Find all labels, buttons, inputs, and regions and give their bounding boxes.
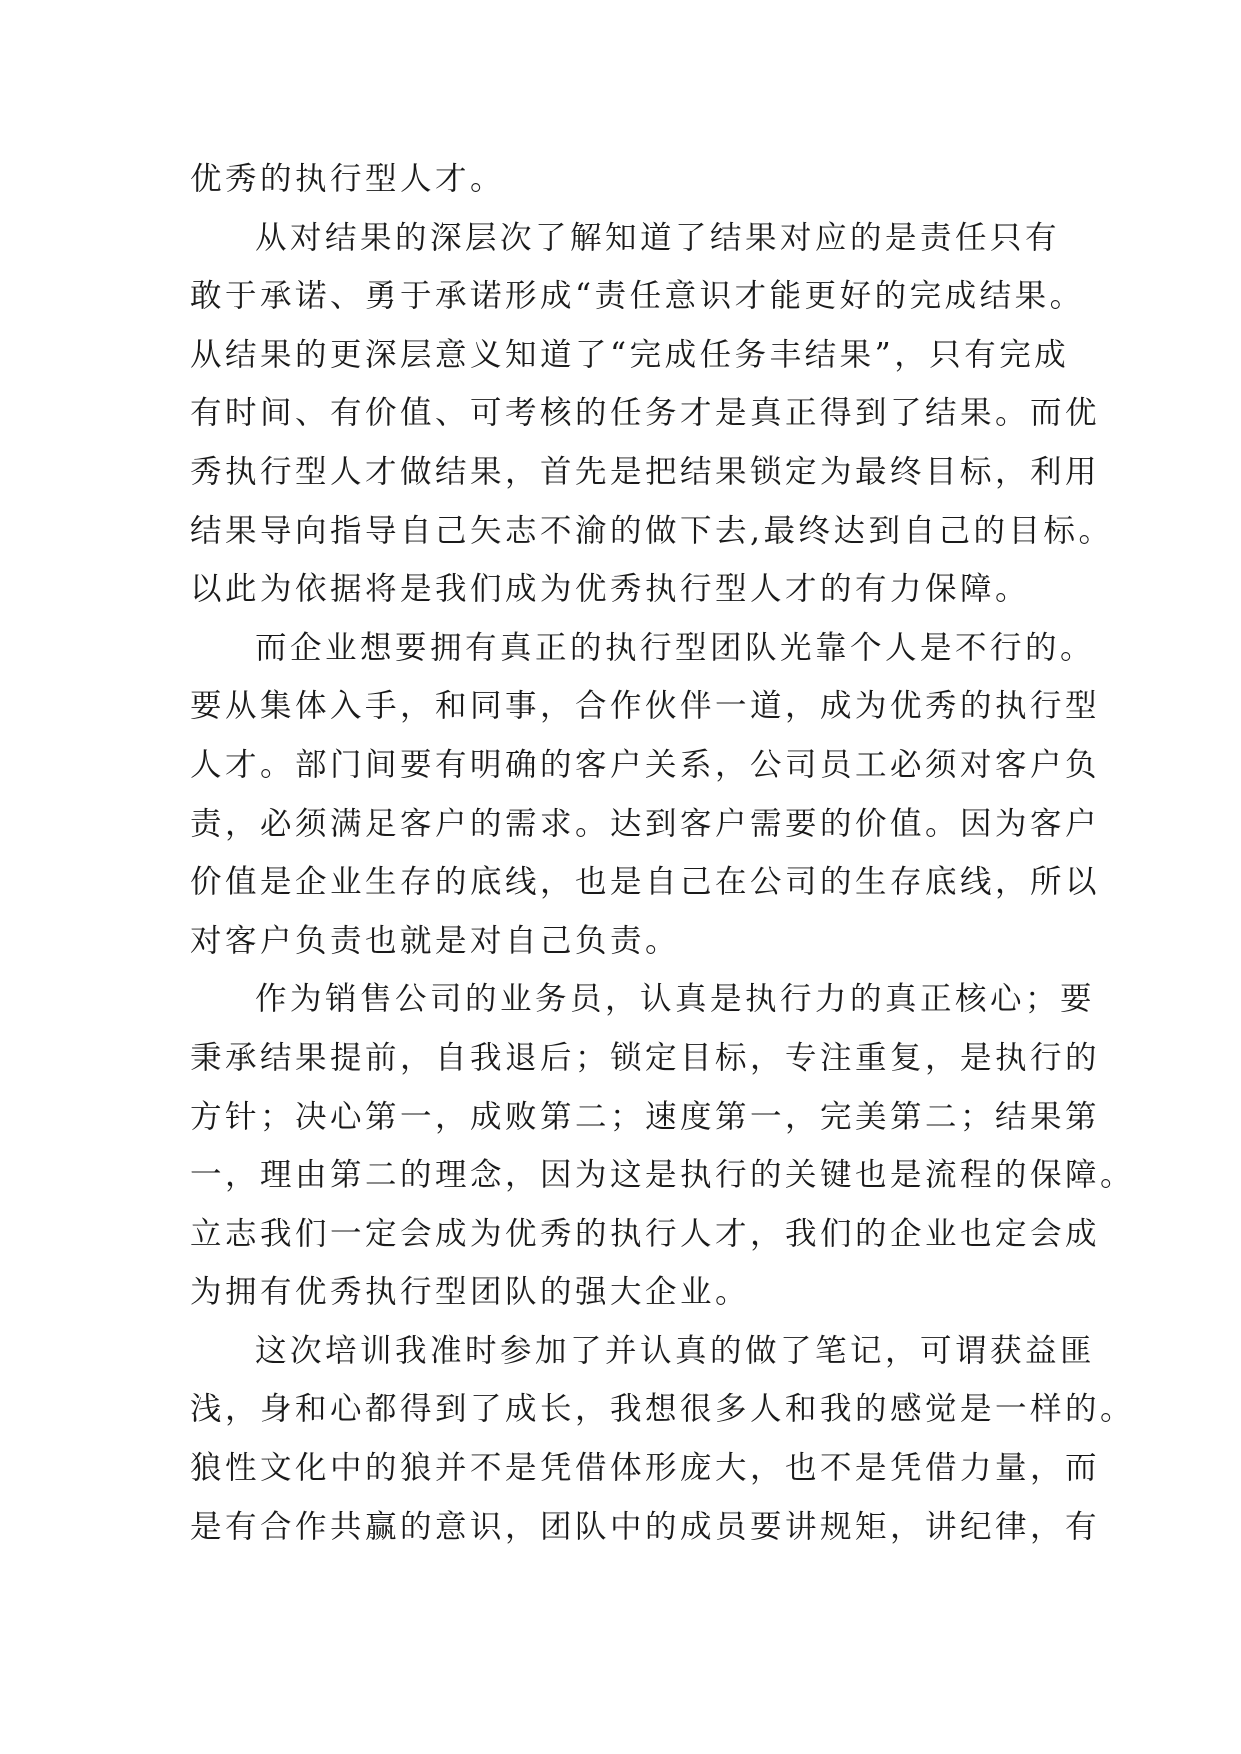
- text-line: 秉承结果提前，自我退后；锁定目标，专注重复，是执行的: [190, 1039, 1101, 1076]
- paragraph-first-line: 而企业想要拥有真正的执行型团队光靠个人是不行的。: [255, 629, 1096, 666]
- text-line: 对客户负责也就是对自己负责。: [190, 922, 681, 959]
- text-line: 有时间、有价值、可考核的任务才是真正得到了结果。而优: [190, 395, 1101, 432]
- paragraph-first-line: 这次培训我准时参加了并认真的做了笔记，可谓获益匪: [255, 1332, 1096, 1369]
- text-line: 是有合作共赢的意识，团队中的成员要讲规矩，讲纪律，有: [190, 1508, 1101, 1545]
- document-body: [190, 150, 1136, 1556]
- text-line: 要从集体入手，和同事，合作伙伴一道，成为优秀的执行型: [190, 688, 1101, 725]
- text-line: 为拥有优秀执行型团队的强大企业。: [190, 1274, 751, 1311]
- text-line: 立志我们一定会成为优秀的执行人才，我们的企业也定会成: [190, 1215, 1101, 1252]
- text-line: 秀执行型人才做结果，首先是把结果锁定为最终目标，利用: [190, 453, 1101, 490]
- text-line: 价值是企业生存的底线，也是自己在公司的生存底线，所以: [190, 864, 1101, 901]
- paragraph-first-line: 从对结果的深层次了解知道了结果对应的是责任只有: [255, 219, 1061, 256]
- text-line: 以此为依据将是我们成为优秀执行型人才的有力保障。: [190, 571, 1031, 608]
- text-line: 浅，身和心都得到了成长，我想很多人和我的感觉是一样的。: [190, 1391, 1136, 1428]
- text-line: 责，必须满足客户的需求。达到客户需要的价值。因为客户: [190, 805, 1101, 842]
- text-line: 一，理由第二的理念，因为这是执行的关键也是流程的保障。: [190, 1157, 1136, 1194]
- text-line: 狼性文化中的狼并不是凭借体形庞大，也不是凭借力量，而: [190, 1450, 1101, 1487]
- text-line: 从结果的更深层意义知道了“完成任务丰结果”，只有完成: [190, 336, 1070, 373]
- paragraph-first-line: 作为销售公司的业务员，认真是执行力的真正核心；要: [255, 981, 1096, 1018]
- text-line: 敢于承诺、勇于承诺形成“责任意识才能更好的完成结果。: [190, 278, 1085, 315]
- text-line: 优秀的执行型人才。: [190, 161, 506, 197]
- text-line: 结果导向指导自己矢志不渝的做下去,最终达到自己的目标。: [190, 512, 1114, 549]
- text-line: 方针；决心第一，成败第二；速度第一，完美第二；结果第: [190, 1098, 1101, 1135]
- text-line: 人才。部门间要有明确的客户关系，公司员工必须对客户负: [190, 746, 1101, 783]
